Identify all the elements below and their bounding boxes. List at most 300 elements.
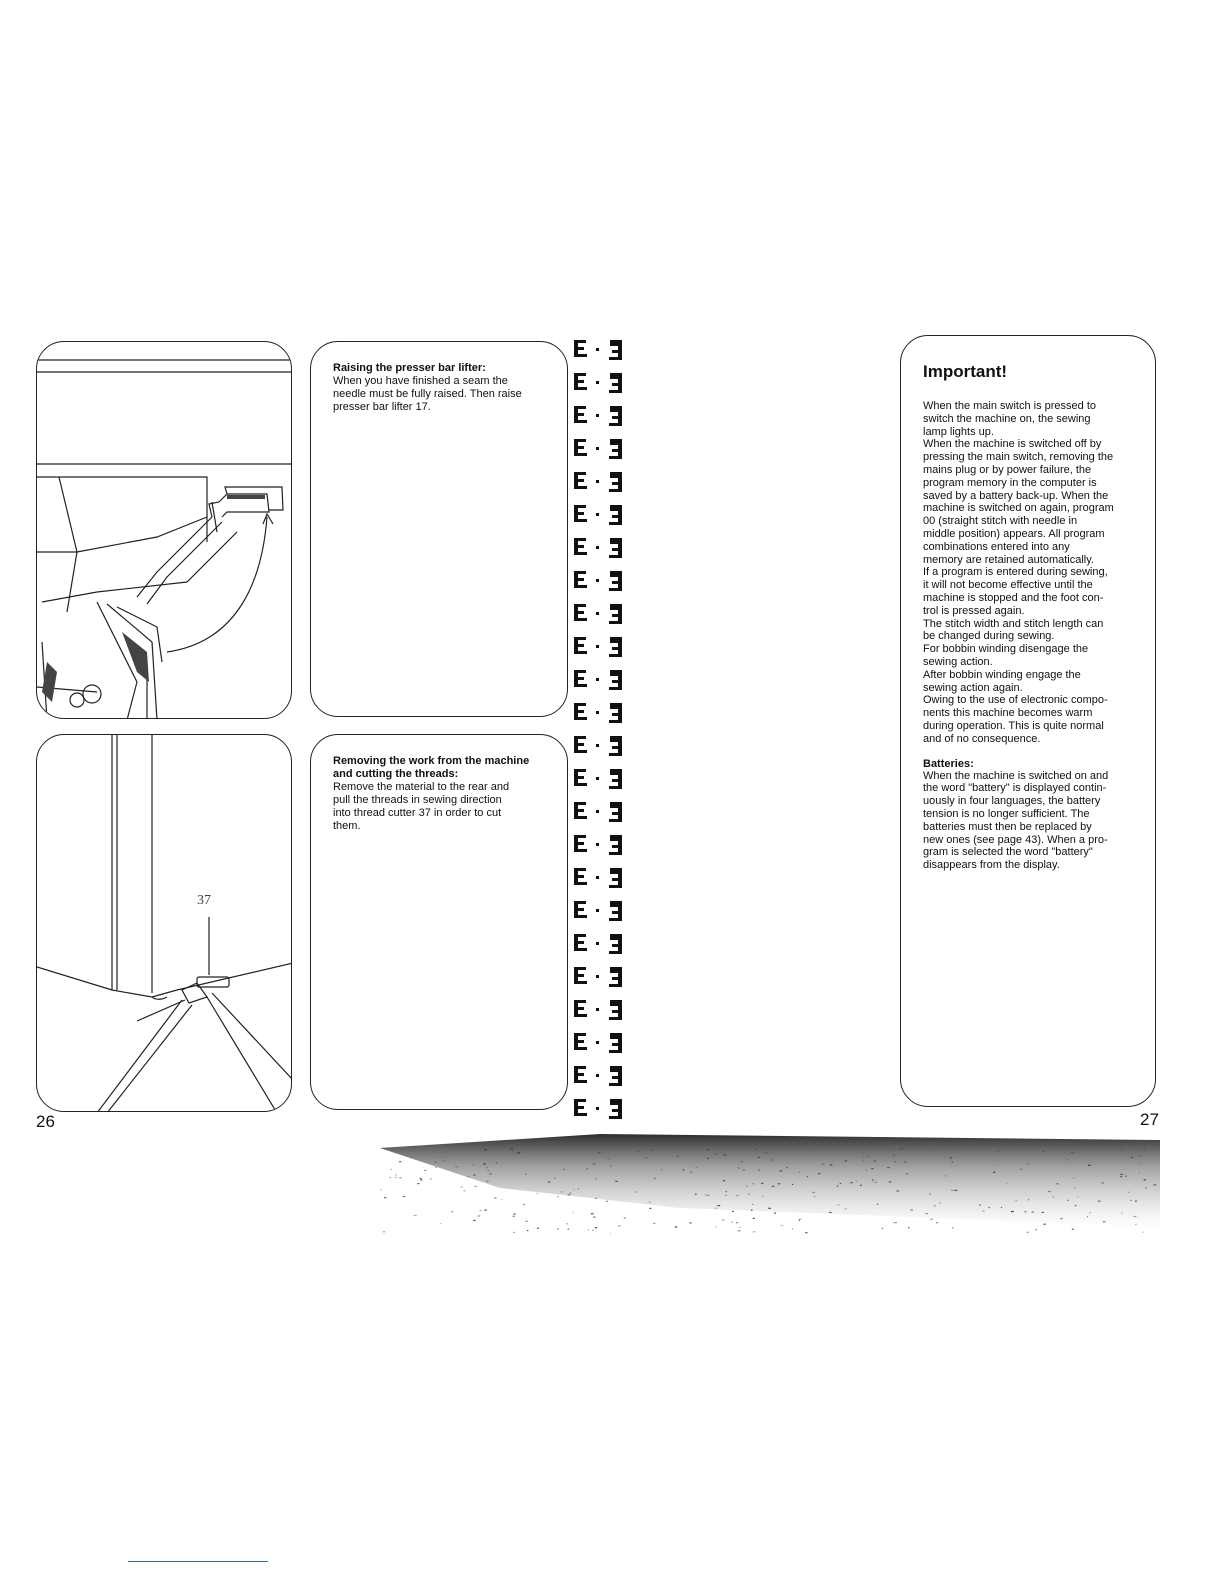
scan-speck [845, 1208, 847, 1209]
page-number-left: 26 [36, 1112, 55, 1131]
scan-speck [569, 1192, 571, 1193]
scan-speck [945, 1175, 946, 1176]
scan-speck [566, 1223, 568, 1224]
scan-speck [595, 1227, 597, 1228]
scan-speck [1067, 1200, 1068, 1201]
scan-speck [1128, 1192, 1129, 1193]
scan-speck [866, 1170, 868, 1171]
scan-speck [444, 1160, 445, 1161]
scan-speck [496, 1162, 498, 1163]
binding-dot [596, 1008, 599, 1011]
scan-speck [696, 1167, 698, 1168]
scan-speck [979, 1204, 981, 1205]
scan-speck [494, 1197, 496, 1198]
scan-speck [568, 1194, 570, 1195]
scan-speck [765, 1152, 767, 1153]
presser-bar-body: When you have finished a seam the needle must be fully raised. Then raise presser bar lifter 17. [333, 375, 522, 413]
binding-dot [596, 645, 599, 648]
scan-speck [736, 1195, 739, 1196]
scan-speck [384, 1197, 387, 1198]
scan-speck [893, 1222, 894, 1223]
scan-speck [726, 1191, 727, 1192]
binding-ring-left [574, 802, 587, 819]
scan-speck [1121, 1212, 1122, 1213]
scan-speck [588, 1229, 589, 1230]
scan-speck [1145, 1187, 1146, 1188]
scan-speck [1103, 1221, 1106, 1222]
scan-speck [1139, 1172, 1140, 1173]
scan-speck [1088, 1165, 1091, 1166]
scan-speck [863, 1157, 864, 1158]
scan-speck [1042, 1212, 1044, 1213]
scan-speck [871, 1168, 874, 1169]
scan-speck [399, 1161, 401, 1162]
scan-speck [478, 1215, 481, 1216]
scan-speck [526, 1221, 528, 1222]
scan-speck [568, 1229, 570, 1230]
scan-speck [895, 1222, 897, 1223]
scan-speck [455, 1166, 458, 1167]
scan-speck [894, 1161, 896, 1162]
scan-speck [951, 1190, 953, 1191]
scan-speck [723, 1180, 725, 1181]
presser-bar-lifter-illustration [37, 342, 292, 719]
binding-dot [596, 579, 599, 582]
binding-ring-left [574, 571, 587, 588]
scan-speck [781, 1225, 784, 1226]
scan-speck [768, 1208, 771, 1209]
scan-speck [1020, 1169, 1023, 1170]
scan-speck [690, 1172, 691, 1173]
presser-bar-heading: Raising the presser bar lifter: [333, 362, 486, 374]
scan-speck [654, 1178, 655, 1179]
scan-speck [483, 1163, 486, 1164]
scan-speck [479, 1210, 482, 1211]
binding-dot [596, 1107, 599, 1110]
binding-ring-right [609, 769, 622, 789]
scan-speck [939, 1202, 941, 1203]
scan-speck [439, 1157, 440, 1158]
scan-speck [707, 1158, 709, 1159]
scan-speck [1074, 1188, 1076, 1189]
scan-speck [814, 1196, 815, 1197]
scan-speck [517, 1152, 520, 1153]
scan-speck [732, 1211, 734, 1212]
scan-speck [557, 1196, 559, 1197]
scan-speck [591, 1213, 594, 1214]
scan-speck [513, 1214, 516, 1215]
scan-speck [1028, 1163, 1030, 1164]
binding-ring-right [609, 802, 622, 822]
scan-speck [513, 1216, 515, 1217]
scan-speck [896, 1190, 899, 1191]
scan-speck [652, 1150, 654, 1151]
spiral-binding [566, 332, 638, 1127]
binding-dot [596, 1074, 599, 1077]
scan-speck [882, 1228, 883, 1229]
scan-speck [436, 1167, 437, 1168]
binding-ring-right [609, 901, 622, 921]
scan-speck [468, 1176, 469, 1177]
scan-speck [1011, 1211, 1014, 1212]
scan-speck [1072, 1229, 1074, 1230]
scan-speck [578, 1188, 579, 1189]
batteries-heading: Batteries: [923, 757, 974, 770]
binding-ring-left [574, 340, 587, 357]
scan-speck [772, 1186, 775, 1187]
scan-speck [1142, 1232, 1144, 1233]
figure-panel-thread-cutter [36, 734, 292, 1112]
scan-speck [705, 1194, 707, 1195]
scan-speck [1135, 1224, 1137, 1225]
scan-speck [1120, 1174, 1123, 1175]
scan-speck [513, 1232, 515, 1233]
scan-speck [380, 1189, 382, 1190]
scan-speck [822, 1164, 825, 1165]
scan-speck [1061, 1218, 1063, 1219]
scan-speck [936, 1222, 938, 1223]
scan-speck [636, 1191, 637, 1192]
binding-dot [596, 711, 599, 714]
scan-speck [527, 1230, 529, 1231]
thread-cutter-heading: Removing the work from the machine and cutting the threads: [333, 755, 530, 780]
binding-ring-right [609, 1099, 622, 1119]
binding-ring-right [609, 703, 622, 723]
binding-ring-left [574, 1033, 587, 1050]
scan-speck [501, 1199, 502, 1200]
scan-speck [586, 1168, 589, 1169]
scan-speck [487, 1170, 489, 1171]
scan-speck [738, 1230, 741, 1231]
scan-speck [461, 1187, 464, 1188]
scan-speck [792, 1228, 793, 1229]
scan-speck [993, 1172, 995, 1173]
scan-speck [1131, 1157, 1133, 1158]
scan-speck [383, 1231, 385, 1232]
scan-speck [683, 1169, 685, 1170]
scan-speck [1077, 1196, 1078, 1197]
scan-speck [420, 1178, 422, 1179]
scan-speck [950, 1157, 953, 1158]
binding-dot [596, 480, 599, 483]
scan-speck [1067, 1159, 1068, 1160]
scan-speck [451, 1211, 454, 1212]
scan-speck [771, 1159, 774, 1160]
text-panel-thread-cutter [310, 734, 568, 1110]
binding-ring-left [574, 736, 587, 753]
scan-speck [403, 1196, 405, 1197]
binding-ring-left [574, 835, 587, 852]
scan-speck [464, 1190, 466, 1191]
scan-speck [440, 1223, 441, 1224]
binding-ring-right [609, 439, 622, 459]
scan-speck [910, 1209, 913, 1210]
scan-speck [902, 1148, 903, 1149]
scan-speck [653, 1223, 656, 1224]
figure-panel-presser-bar [36, 341, 292, 719]
scan-speck [1089, 1212, 1090, 1213]
scan-speck [792, 1184, 793, 1185]
scan-speck [930, 1149, 931, 1150]
scan-speck [1120, 1176, 1122, 1177]
binding-dot [596, 348, 599, 351]
scan-speck [715, 1208, 718, 1209]
scan-speck [593, 1217, 596, 1218]
scan-speck [908, 1227, 909, 1228]
scan-speck [1075, 1205, 1077, 1206]
binding-ring-left [574, 1066, 587, 1083]
scan-speck [758, 1169, 760, 1170]
scan-speck [707, 1195, 709, 1196]
scan-speck [837, 1204, 839, 1205]
binding-ring-left [574, 1099, 587, 1116]
binding-ring-left [574, 1000, 587, 1017]
scan-speck [1035, 1229, 1037, 1230]
binding-ring-right [609, 835, 622, 855]
scan-speck [736, 1222, 738, 1223]
scan-speck [753, 1218, 755, 1219]
batteries-body: When the machine is switched on and the word "battery" is displayed contin- uously in four languages, the battery tension is no longer sufficient. The batteries must then be replaced by new ones (see page 43). When a pro- gram is selected the word "battery" disappears from the display. [923, 769, 1109, 872]
scan-speck [473, 1164, 475, 1165]
thread-cutter-body: Remove the material to the rear and pull the threads in sewing direction into thread cutter 37 in order to cut them. [333, 781, 510, 832]
scan-speck [758, 1157, 760, 1158]
scan-speck [1144, 1179, 1146, 1180]
binding-ring-right [609, 604, 622, 624]
scan-speck [889, 1181, 892, 1182]
scan-speck [807, 1176, 808, 1177]
binding-ring-right [609, 1033, 622, 1053]
important-panel [900, 335, 1156, 1107]
binding-dot [596, 513, 599, 516]
scan-speck [1043, 1151, 1044, 1152]
scan-speck [399, 1177, 401, 1178]
scan-speck [738, 1168, 740, 1169]
scan-speck [677, 1156, 679, 1157]
scan-speck [414, 1215, 417, 1216]
scan-speck [818, 1173, 821, 1174]
binding-ring-left [574, 604, 587, 621]
scan-speck [715, 1154, 716, 1155]
scan-speck [1098, 1201, 1101, 1202]
scan-speck [1087, 1216, 1088, 1217]
scan-speck [523, 1204, 525, 1205]
scan-speck [731, 1221, 733, 1222]
binding-ring-right [609, 868, 622, 888]
scan-speck [563, 1169, 565, 1170]
scan-speck [606, 1201, 608, 1202]
scan-speck [717, 1205, 720, 1206]
scan-speck [1026, 1232, 1029, 1233]
scan-speck [774, 1213, 776, 1214]
scan-speck [829, 1212, 832, 1213]
scan-speck [856, 1181, 857, 1182]
scan-speck [877, 1204, 878, 1205]
scan-speck [1006, 1183, 1007, 1184]
scan-speck [874, 1182, 877, 1183]
binding-dot [596, 678, 599, 681]
binding-ring-left [574, 901, 587, 918]
scan-speck [982, 1211, 984, 1212]
scan-speck [1101, 1182, 1104, 1183]
binding-ring-left [574, 637, 587, 654]
binding-dot [596, 1041, 599, 1044]
scan-speck [707, 1149, 709, 1150]
scan-speck [845, 1160, 847, 1161]
scan-speck [1024, 1211, 1026, 1212]
scan-speck [778, 1183, 781, 1184]
scan-speck [1144, 1148, 1145, 1149]
scan-speck [799, 1172, 801, 1173]
important-body: When the main switch is pressed to switch the machine on, the sewing lamp lights up. When the machine is switched off by pressing the main switch, removing the mains plug or by power failure, the program memory in the computer is saved by a battery back-up. When the machine is switched on again, program 00 (straight stitch with needle in middle position) appears. All program combinations entered into any memory are retained automatically. If a program is entered during sewing, it will not become effective until the machine is stopped and the foot con- trol is pressed again. The stitch width and stitch length can be changed during sewing. For bobbin winding disengage the sewing action. After bobbin winding engage the sewing action again. Owing to the use of electronic compo- nents this machine becomes warm during operation. This is quite normal and of no consequence. [923, 400, 1114, 745]
scan-speck [395, 1177, 396, 1178]
scan-speck [723, 1154, 726, 1155]
scan-speck [787, 1167, 788, 1168]
binding-ring-left [574, 967, 587, 984]
scan-speck [756, 1149, 757, 1150]
scan-speck [695, 1194, 697, 1195]
binding-ring-left [574, 505, 587, 522]
scan-speck [1130, 1200, 1132, 1201]
binding-ring-left [574, 439, 587, 456]
scan-speck [391, 1169, 392, 1170]
scan-speck [930, 1194, 931, 1195]
scan-shadow [380, 1128, 1160, 1238]
scan-speck [1071, 1152, 1073, 1153]
scan-speck [934, 1205, 935, 1206]
scan-speck [525, 1174, 526, 1175]
scan-speck [726, 1195, 727, 1196]
scan-speck [573, 1212, 574, 1213]
scan-speck [904, 1161, 906, 1162]
scan-speck [1048, 1191, 1051, 1192]
binding-ring-left [574, 703, 587, 720]
scan-speck [780, 1170, 783, 1171]
binding-ring-right [609, 934, 622, 954]
scan-speck [863, 1160, 864, 1161]
scan-speck [609, 1159, 610, 1160]
scan-speck [675, 1226, 678, 1227]
footer-link-line [128, 1561, 268, 1562]
scan-speck [1032, 1212, 1034, 1213]
text-panel-presser-bar [310, 341, 568, 717]
binding-ring-left [574, 934, 587, 951]
binding-ring-right [609, 340, 622, 360]
scan-speck [998, 1150, 1000, 1151]
scan-speck [891, 1149, 892, 1150]
binding-ring-right [609, 1000, 622, 1020]
binding-dot [596, 612, 599, 615]
scan-speck [395, 1174, 397, 1175]
scan-speck [1015, 1200, 1017, 1201]
scan-speck [1153, 1184, 1156, 1185]
scan-speck [649, 1208, 651, 1209]
scan-speck [486, 1181, 489, 1182]
binding-ring-left [574, 406, 587, 423]
scan-speck [954, 1190, 957, 1191]
scan-speck [624, 1217, 626, 1218]
binding-dot [596, 447, 599, 450]
scan-speck [873, 1160, 876, 1161]
binding-ring-left [574, 769, 587, 786]
scan-speck [1043, 1224, 1046, 1225]
scan-speck [638, 1150, 639, 1151]
binding-ring-left [574, 538, 587, 555]
binding-ring-left [574, 373, 587, 390]
scan-speck [799, 1219, 802, 1220]
scan-speck [893, 1155, 895, 1156]
binding-ring-left [574, 868, 587, 885]
binding-dot [596, 843, 599, 846]
binding-dot [596, 876, 599, 879]
binding-ring-right [609, 1066, 622, 1086]
scan-speck [649, 1202, 650, 1203]
scan-speck [512, 1151, 513, 1152]
thread-cutter-label: 37 [197, 893, 211, 908]
binding-dot [596, 975, 599, 978]
scan-speck [997, 1160, 998, 1161]
binding-ring-right [609, 406, 622, 426]
scan-speck [1125, 1176, 1127, 1177]
binding-ring-left [574, 670, 587, 687]
scan-speck [618, 1225, 620, 1226]
scan-speck [474, 1186, 477, 1187]
scan-speck [751, 1210, 753, 1211]
scan-speck [753, 1183, 754, 1184]
scan-speck [598, 1152, 601, 1153]
scan-speck [952, 1227, 953, 1228]
scan-speck [805, 1232, 807, 1233]
scan-speck [417, 1183, 419, 1184]
scan-speck [867, 1155, 869, 1156]
binding-ring-right [609, 967, 622, 987]
scan-speck [1135, 1201, 1137, 1202]
scan-speck [715, 1226, 716, 1227]
page-number-right: 27 [1140, 1110, 1159, 1129]
scan-speck [1134, 1216, 1137, 1217]
scan-speck [1057, 1183, 1059, 1184]
scan-speck [615, 1181, 618, 1182]
binding-dot [596, 744, 599, 747]
scan-speck [486, 1167, 488, 1168]
scan-speck [1139, 1155, 1142, 1156]
scan-speck [689, 1222, 692, 1223]
scan-speck [812, 1192, 815, 1193]
scan-speck [840, 1183, 842, 1184]
scan-speck [799, 1220, 801, 1221]
binding-ring-right [609, 637, 622, 657]
binding-ring-left [574, 472, 587, 489]
scan-speck [389, 1177, 391, 1178]
binding-dot [596, 810, 599, 813]
binding-ring-right [609, 538, 622, 558]
scan-speck [420, 1179, 422, 1180]
scan-speck [691, 1171, 693, 1172]
scan-speck [748, 1194, 750, 1195]
scan-speck [473, 1220, 476, 1221]
binding-dot [596, 909, 599, 912]
scan-speck [489, 1173, 491, 1174]
binding-ring-right [609, 472, 622, 492]
binding-ring-right [609, 505, 622, 525]
binding-ring-right [609, 736, 622, 756]
scan-speck [722, 1219, 724, 1220]
scan-speck [952, 1162, 953, 1163]
scan-speck [560, 1191, 563, 1192]
scan-speck [989, 1207, 990, 1208]
scan-speck [573, 1189, 574, 1190]
scan-speck [930, 1219, 933, 1220]
scan-speck [645, 1157, 647, 1158]
